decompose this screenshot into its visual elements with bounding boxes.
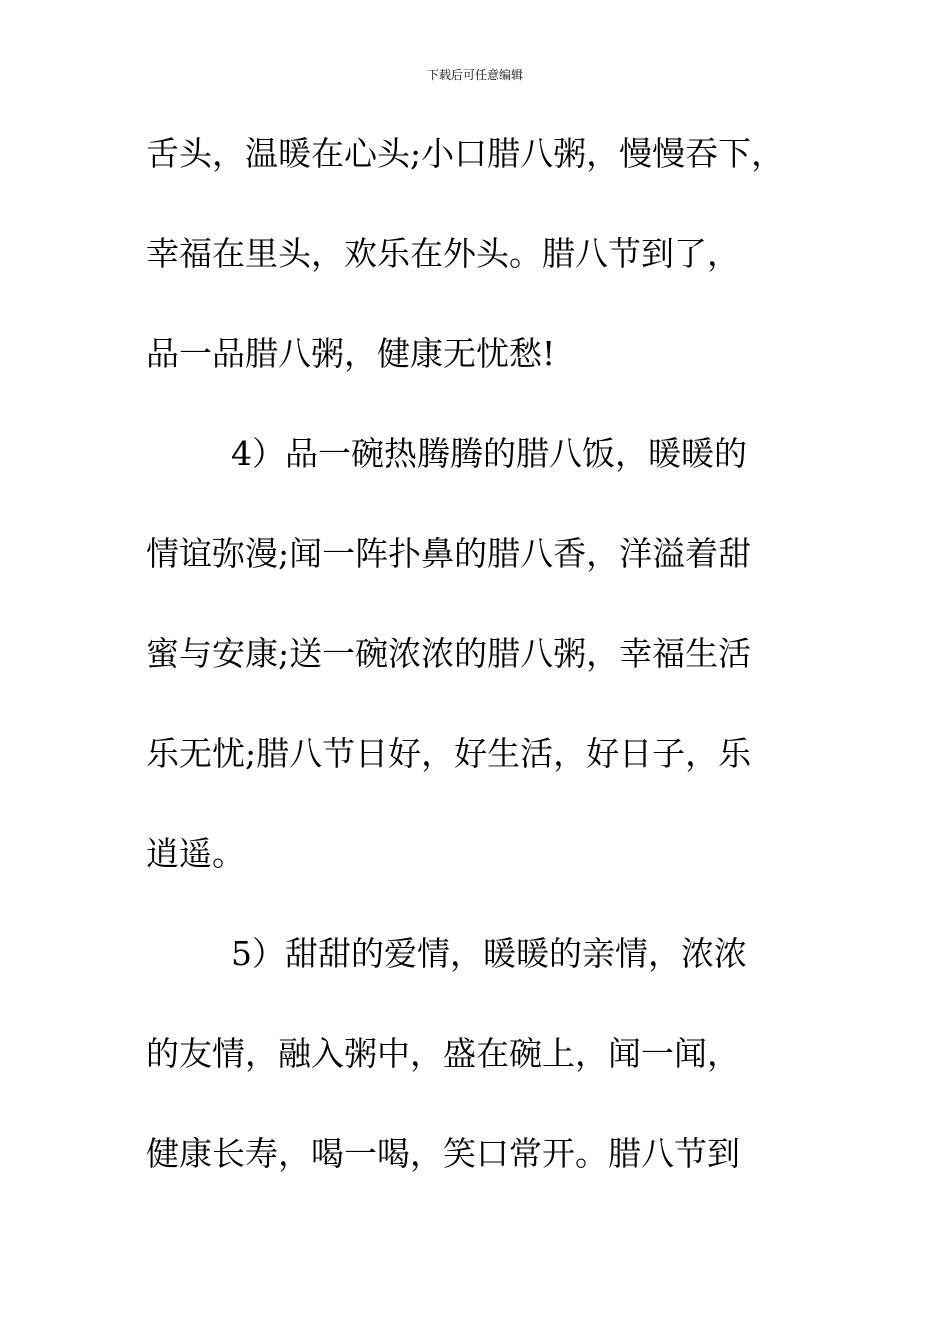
text-line: 品一品腊八粥，健康无忧愁! — [146, 334, 556, 373]
text-line: 逍遥。 — [146, 834, 245, 873]
paragraph-5-start: 5）甜甜的爱情，暖暖的亲情，浓浓 — [231, 934, 747, 973]
text-line: 舌头，温暖在心头;小口腊八粥，慢慢吞下， — [146, 134, 785, 173]
text-line: 情谊弥漫;闻一阵扑鼻的腊八香，洋溢着甜 — [146, 534, 752, 573]
text-line: 幸福在里头，欢乐在外头。腊八节到了， — [146, 234, 740, 273]
text-line: 蜜与安康;送一碗浓浓的腊八粥，幸福生活 — [146, 634, 752, 673]
paragraph-4-start: 4）品一碗热腾腾的腊八饭，暖暖的 — [231, 434, 747, 473]
page-header: 下载后可任意编辑 — [426, 68, 523, 82]
text-line: 健康长寿，喝一喝，笑口常开。腊八节到 — [146, 1134, 740, 1173]
text-line: 乐无忧;腊八节日好，好生活，好日子，乐 — [146, 734, 752, 773]
text-line: 的友情，融入粥中，盛在碗上，闻一闻， — [146, 1034, 740, 1073]
